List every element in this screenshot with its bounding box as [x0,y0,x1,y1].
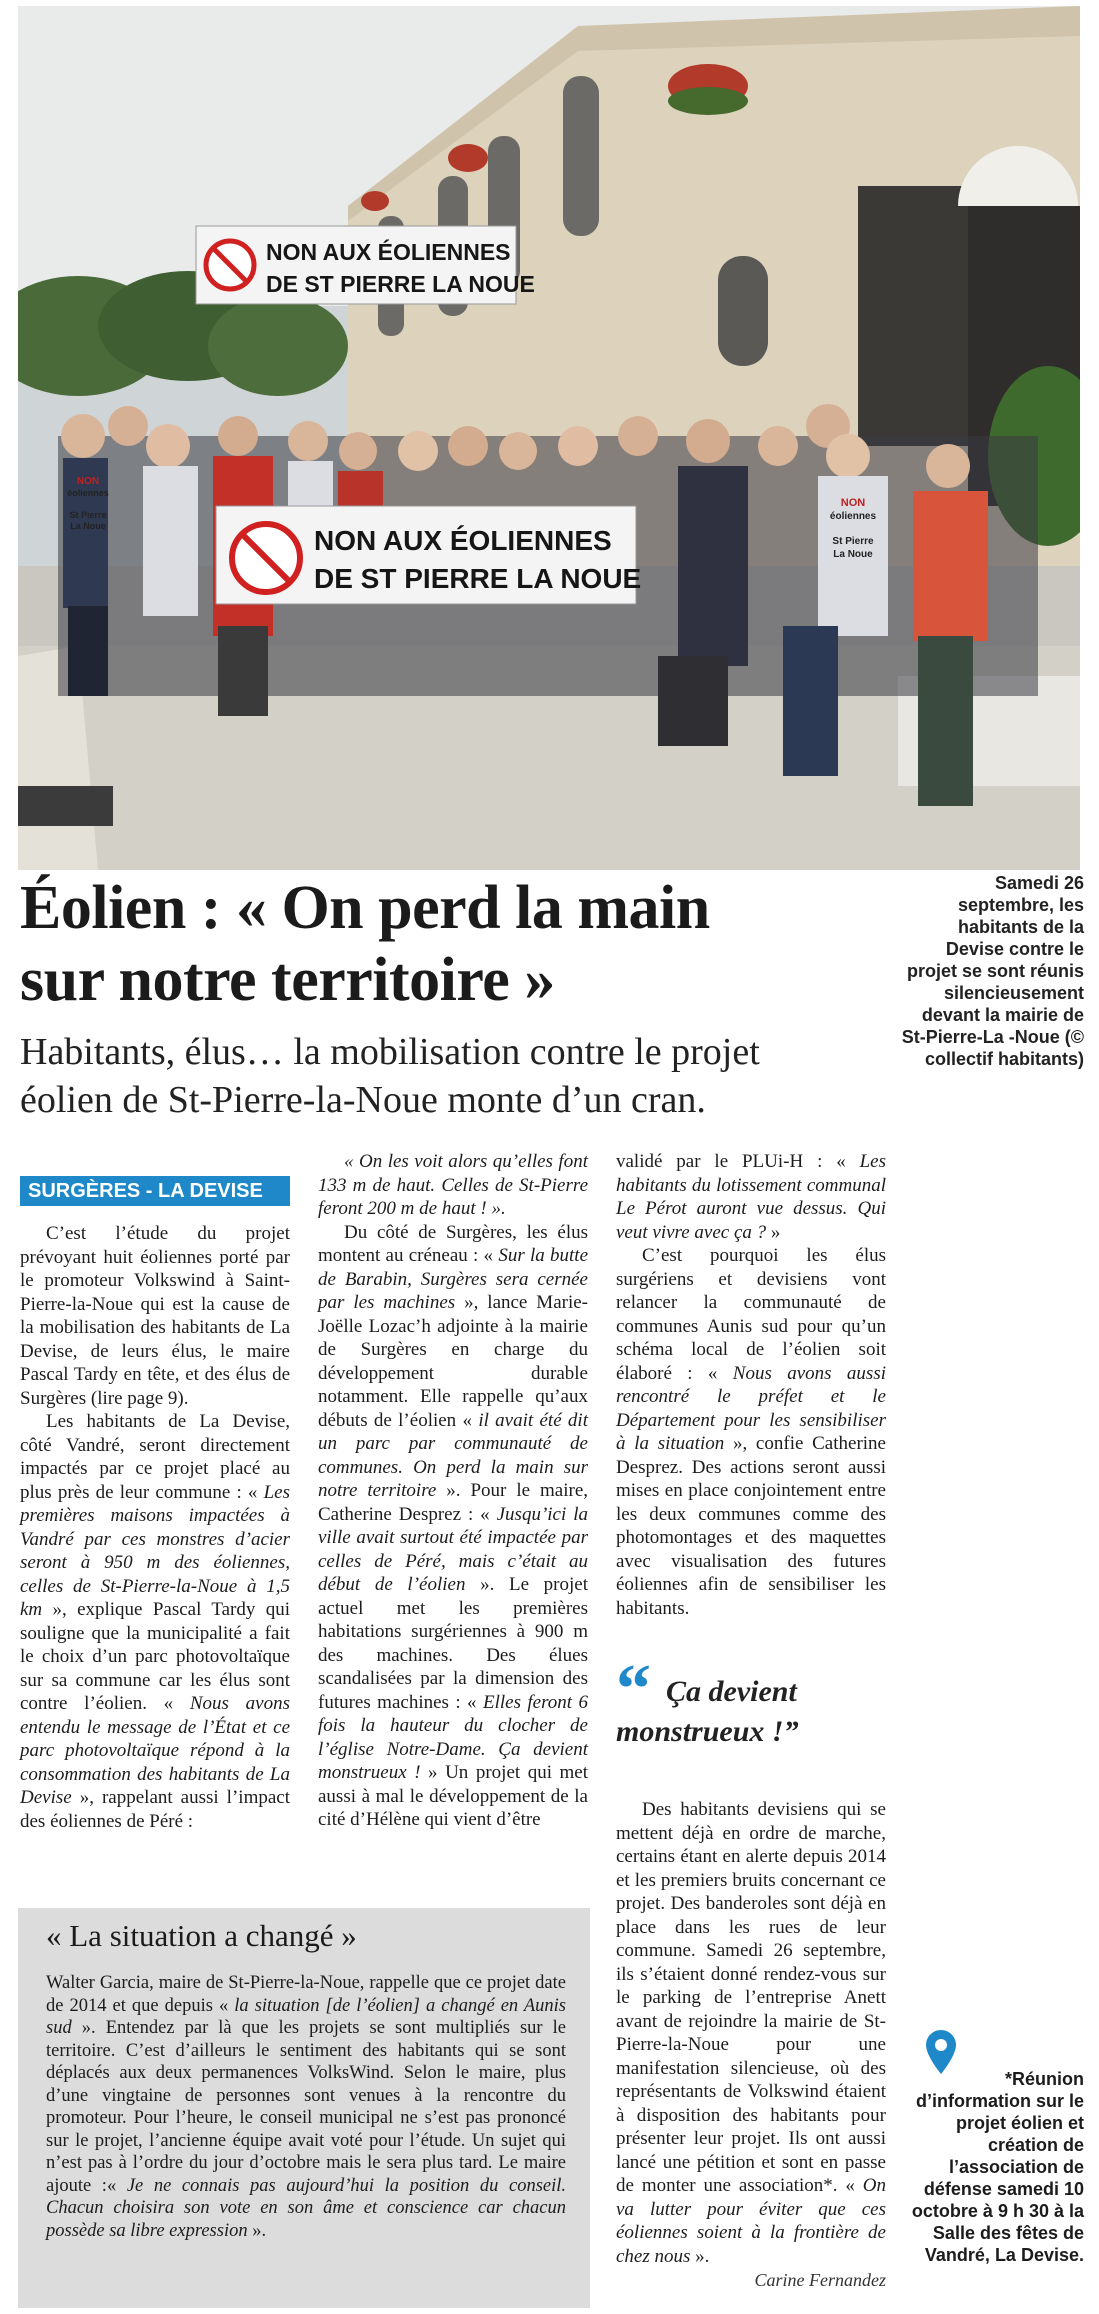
subheadline [20,1028,900,1124]
protest-photo [18,6,1080,870]
section-label: SURGÈRES - LA DEVISE [20,1176,290,1206]
paragraph: C’est pourquoi les élus surgériens et devisiens vont relancer la communauté de communes Aunis sud pour qu’un schéma local de l’éolien soit élaboré : « Nous avons aussi rencontré le préfet et le Département pour les sensibiliser à la situation », confie Catherine Desprez. Des actions seront aussi mises en place conjointement entre les deux communes comme des photomontages et des maquettes avec visualisation des futures éoliennes afin de sensibiliser les habitants. [616,1245,886,1619]
paragraph: validé par le PLUi-H : « Les habitants du lotissement communal Le Pérot auront vue dessus. Qui veut vivre avec ça ? » [616,1151,886,1243]
meeting-info: *Réunion d’information sur le projet éolien et création de l’association de défense samedi 10 octobre à 9 h 30 à la Salle des fêtes de Vandré, La Devise. [911,2069,1084,2265]
headline [20,872,880,1016]
banner-bottom-line2: DE ST PIERRE LA NOUE [314,563,642,594]
svg-text:éoliennes: éoliennes [829,511,877,522]
svg-text:La Noue: La Noue [70,521,106,531]
svg-text:St Pierre: St Pierre [832,536,874,547]
sidebar-title: « La situation a changé » [46,1918,357,1953]
banner-bottom-line1: NON AUX ÉOLIENNES [314,525,612,556]
photo-caption: Samedi 26 septembre, les habitants de la Devise contre le projet se sont réunis silencieusement devant la mairie de St-Pierre-La -Noue (© collectif habitants) [901,873,1084,1069]
pull-quote: Ça devient monstrueux !” [616,1675,799,1748]
article-column-2 [318,1150,588,1832]
banner-top-line1: NON AUX ÉOLIENNES [266,239,511,265]
sidebar-body: Walter Garcia, maire de St-Pierre-la-Noue, rappelle que ce projet date de 2014 et que depuis « la situation [de l’éolien] a changé en Aunis sud ». Entendez par là que les projets se sont multipliés sur le territoire. C’est d’ailleurs le sentiment des habitants qui se sont déplacés aux deux permanences VolksWind. Selon le maire, plus d’une vingtaine de personnes sont venues à la rencontre du promoteur. Pour l’heure, le conseil municipal ne s’est pas prononcé sur le projet, l’ancienne équipe avait voté pour l’étude. Un sujet qui n’est pas à l’ordre du jour d’octobre mais le sera plus tard. Le maire ajoute :« Je ne connais pas aujourd’hui la position du conseil. Chacun choisira son vote en son âme et conscience car chacun possède sa libre expression ». [46,1973,567,2241]
subhead-line2: éolien de St-Pierre-la-Noue monte d’un cran. [20,1079,706,1121]
article-column-3-continued [616,1798,886,2268]
paragraph: Du côté de Surgères, les élus montent au créneau : « Sur la butte de Barabin, Surgères sera cernée par les machines », lance Marie-Joëlle Lozac’h adjointe à la mairie de Surgères en charge du développement durable notamment. Elle rappelle qu’aux débuts de l’éolien « il avait été dit un parc par communauté de communes. On perd la main sur notre territoire ». Pour le maire, Catherine Desprez : « Jusqu’ici la ville avait surtout été impactée par celles de Péré, mais c’était au début de l’éolien ». Le projet actuel met les premières habitations surgériennes à 900 m des machines. Des élues scandalisées par la dimension des futures machines : « Elles feront 6 fois la hauteur du clocher de l’église Notre-Dame. Ça devient monstrueux ! » Un projet qui met aussi à mal le développement de la cité d’Hélène qui vient d’être [318,1221,589,1830]
banner-top-line2: DE ST PIERRE LA NOUE [266,271,535,297]
svg-text:La Noue: La Noue [833,549,873,560]
quote-mark-icon: “ [616,1651,651,1728]
banner-bottom [216,506,641,604]
paragraph: C’est l’étude du projet prévoyant huit éoliennes porté par le promoteur Volkswind à Saint-Pierre-la-Noue qui est la cause de la mobilisation des habitants de La Devise, de leurs élus, le maire Pascal Tardy en tête, et des élus de Surgères (lire page 9). [20,1223,290,1409]
paragraph: Des habitants devisiens qui se mettent déjà en ordre de marche, certains étant en alerte depuis 2014 et les premiers bruits concernant ce projet. Des banderoles sont déjà en place dans les rues de leur commune. Samedi 26 septembre, ils s’étaient donné rendez-vous sur le parking de l’entreprise Anett avant de rejoindre la mairie de St-Pierre-la-Noue pour une manifestation silencieuse, où des représentants de Volkswind étaient à disposition des habitants pour présenter leur projet. Ils ont aussi lancé une pétition et sont en passe de monter une association*. « On va lutter pour éviter que ces éoliennes soient à la frontière de chez nous ». [616,1799,886,2267]
drain-grate [18,786,113,826]
svg-text:NON: NON [76,476,100,487]
paragraph: Les habitants de La Devise, côté Vandré, seront directement impactés par ce projet placé au plus près de leur commune : « Les premières maisons impactées à Vandré par ces monstres d’acier seront à 950 m des éoliennes, celles de St-Pierre-la-Noue à 1,5 km », explique Pascal Tardy qui souligne que la municipalité a fait le choix d’un parc photovoltaïque sur sa commune car les élus sont contre l’éolien. « Nous avons entendu le message de l’État et ce parc photovoltaïque répond à la consommation des habitants de La Devise », rappelant aussi l’impact des éoliennes de Péré : [20,1411,290,1832]
article-column-3 [616,1150,886,1620]
author-signature: Carine Fernandez [754,2270,886,2290]
headline-line2: sur notre territoire » [20,946,555,1014]
article-column-1 [20,1222,290,1833]
banner-top [196,226,535,304]
headline-line1: Éolien : « On perd la main [20,874,710,942]
paragraph: « On les voit alors qu’elles font 133 m de haut. Celles de St-Pierre feront 200 m de haut ! ». [318,1151,588,1219]
svg-text:NON: NON [840,497,866,509]
article-photo [18,6,1080,870]
svg-text:St Pierre: St Pierre [69,510,107,520]
doorway [858,186,968,446]
svg-text:éoliennes: éoliennes [67,488,109,498]
subhead-line1: Habitants, élus… la mobilisation contre le projet [20,1031,760,1073]
